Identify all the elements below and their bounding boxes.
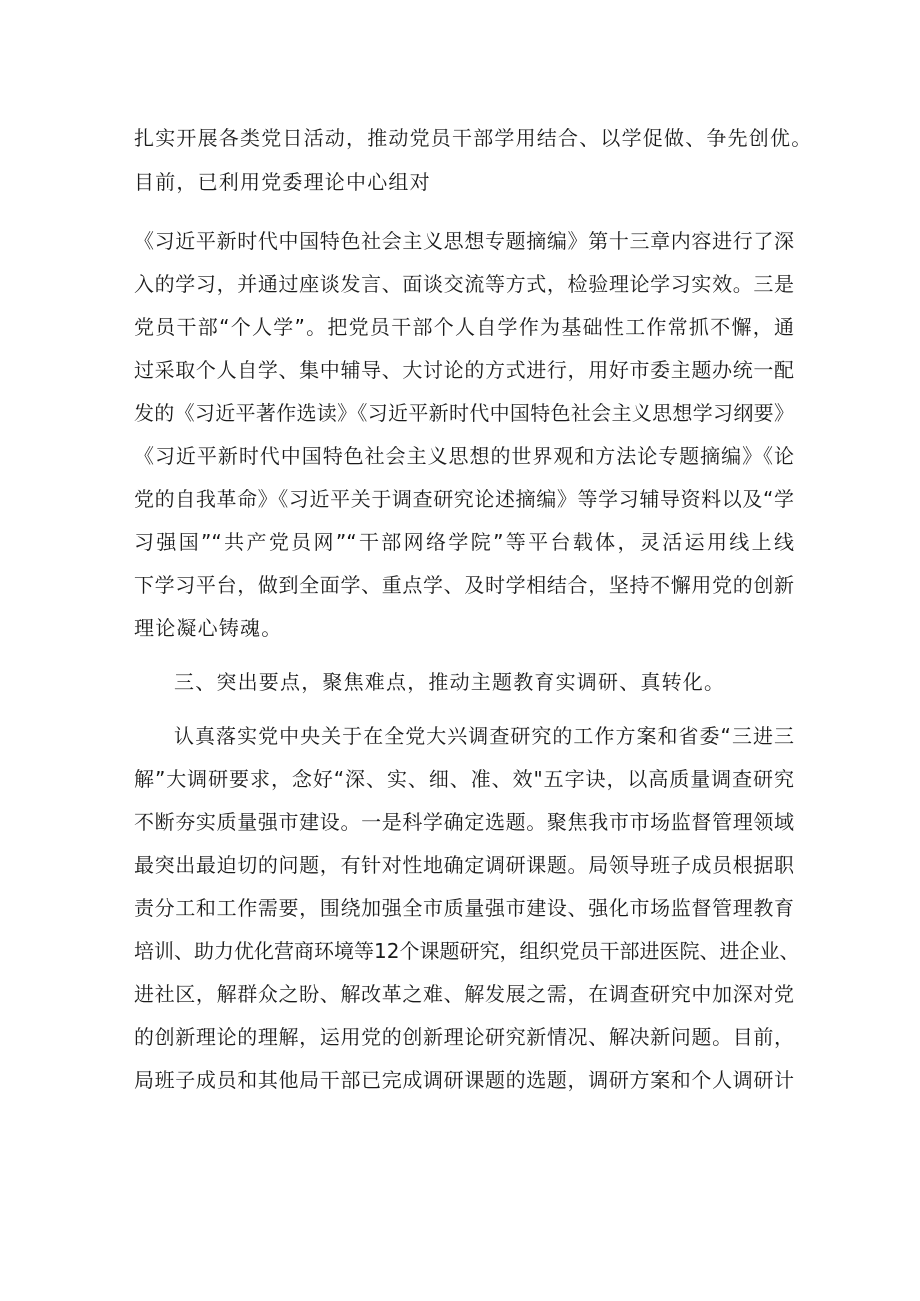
text-line: 过采取个人自学、集中辅导、大讨论的方式进行，用好市委主题办统一配 [134, 358, 794, 382]
text-line: 解”大调研要求，念好“深、实、细、准、效"五字诀，以高质量调查研究 [134, 767, 794, 791]
text-line: 理论凝心铸魂。 [134, 616, 283, 640]
section-heading: 三、突出要点，聚焦难点，推动主题教育实调研、真转化。 [174, 670, 726, 694]
text-line: 入的学习，并通过座谈发言、面谈交流等方式，检验理论学习实效。三是 [134, 272, 794, 296]
text-line: 局班子成员和其他局干部已完成调研课题的选题，调研方案和个人调研计 [134, 1068, 794, 1092]
text-line: 不断夯实质量强市建设。一是科学确定选题。聚焦我市市场监督管理领域 [134, 810, 794, 834]
text-line: 责分工和工作需要，围绕加强全市质量强市建设、强化市场监督管理教育 [134, 896, 794, 920]
text-line: 认真落实党中央关于在全党大兴调查研究的工作方案和省委“三进三 [174, 724, 794, 748]
text-line: 扎实开展各类党日活动，推动党员干部学用结合、以学促做、争先创优。 [134, 126, 813, 150]
text-line: 的创新理论的理解，运用党的创新理论研究新情况、解决新问题。目前， [134, 1025, 794, 1049]
text-line: 党的自我革命》《习近平关于调查研究论述摘编》等学习辅导资料以及“学 [134, 487, 794, 511]
text-line: 发的《习近平著作选读》《习近平新时代中国特色社会主义思想学习纲要》 [134, 401, 794, 425]
text-line: 培训、助力优化营商环境等12个课题研究，组织党员干部进医院、进企业、 [134, 939, 800, 963]
text-line: 《习近平新时代中国特色社会主义思想的世界观和方法论专题摘编》《论 [134, 444, 794, 468]
text-line: 下学习平台，做到全面学、重点学、及时学相结合，坚持不懈用党的创新 [134, 573, 794, 597]
text-line: 《习近平新时代中国特色社会主义思想专题摘编》第十三章内容进行了深 [134, 229, 794, 253]
text-line: 目前，已利用党委理论中心组对 [134, 170, 431, 194]
text-line: 习强国”“共产党员网”“干部网络学院”等平台载体，灵活运用线上线 [134, 530, 794, 554]
text-line: 进社区，解群众之盼、解改革之难、解发展之需，在调查研究中加深对党 [134, 982, 794, 1006]
text-line: 党员干部“个人学”。把党员干部个人自学作为基础性工作常抓不懈，通 [134, 315, 794, 339]
text-line: 最突出最迫切的问题，有针对性地确定调研课题。局领导班子成员根据职 [134, 853, 794, 877]
